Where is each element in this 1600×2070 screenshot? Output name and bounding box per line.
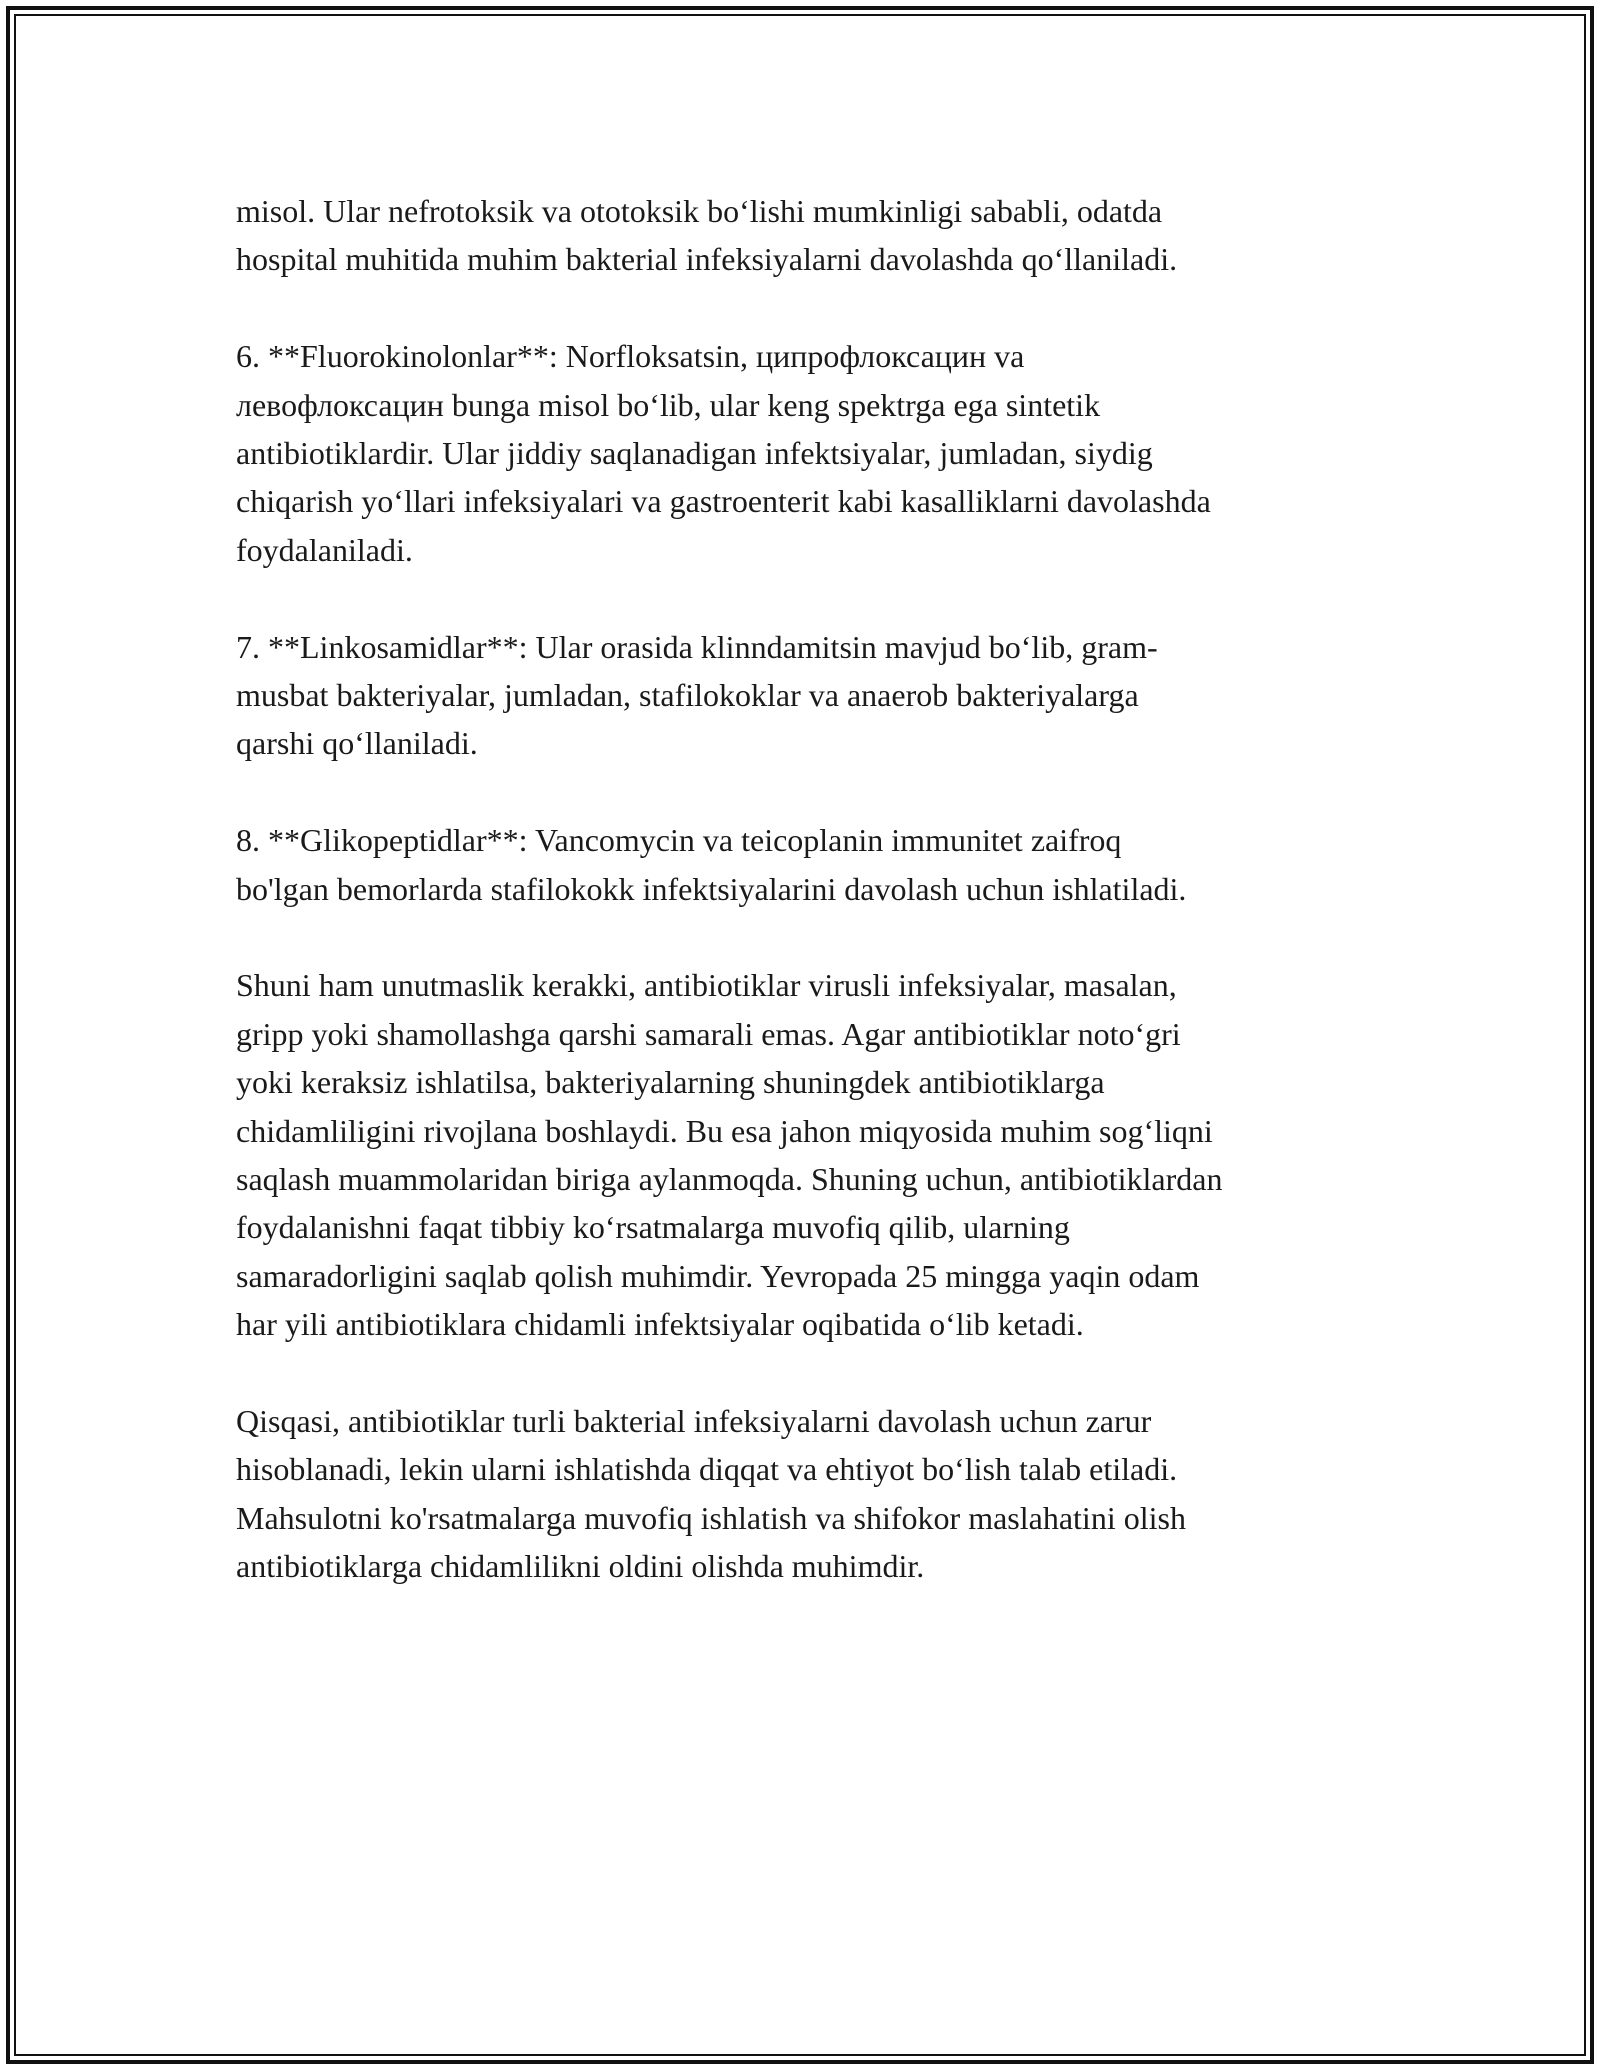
text-line: bo'lgan bemorlarda stafilokokk infektsiyalarini davolash uchun ishlatiladi. bbox=[236, 870, 1187, 907]
text-line: antibiotiklardir. Ular jiddiy saqlanadigan infektsiyalar, jumladan, siydig bbox=[236, 435, 1153, 472]
text-line: chiqarish yo‘llari infeksiyalari va gastroenterit kabi kasalliklarni davolashda bbox=[236, 483, 1211, 520]
paragraph-fluoroquinolones bbox=[236, 332, 1416, 574]
text-line: Qisqasi, antibiotiklar turli bakterial infeksiyalarni davolash uchun zarur bbox=[236, 1403, 1152, 1440]
text-line: hisoblanadi, lekin ularni ishlatishda diqqat va ehtiyot bo‘lish talab etiladi. bbox=[236, 1451, 1178, 1488]
text-line: gripp yoki shamollashga qarshi samarali emas. Agar antibiotiklar noto‘gri bbox=[236, 1015, 1181, 1052]
text-line: samaradorligini saqlab qolish muhimdir. Yevropada 25 mingga yaqin odam bbox=[236, 1257, 1200, 1294]
text-line: har yili antibiotiklara chidamli infektsiyalar oqibatida o‘lib ketadi. bbox=[236, 1306, 1084, 1343]
text-line: 6. **Fluorokinolonlar**: Norfloksatsin, ципрофлоксацин va bbox=[236, 338, 1025, 375]
paragraph-lincosamides bbox=[236, 623, 1416, 768]
paragraph-spacer bbox=[236, 284, 1416, 332]
text-line: qarshi qo‘llaniladi. bbox=[236, 725, 478, 762]
text-line: левофлоксацин bunga misol bo‘lib, ular keng spektrga ega sintetik bbox=[236, 386, 1101, 423]
text-line: antibiotiklarga chidamlilikni oldini olishda muhimdir. bbox=[236, 1548, 925, 1585]
text-line: saqlash muammolaridan biriga aylanmoqda. Shuning uchun, antibiotiklardan bbox=[236, 1161, 1223, 1198]
text-line: hospital muhitida muhim bakterial infeksiyalarni davolashda qo‘llaniladi. bbox=[236, 241, 1178, 278]
paragraph-aminoglycosides-continued bbox=[236, 187, 1416, 284]
paragraph-spacer bbox=[236, 768, 1416, 816]
text-line: musbat bakteriyalar, jumladan, stafilokoklar va anaerob bakteriyalarga bbox=[236, 677, 1139, 714]
document-body bbox=[236, 187, 1416, 1591]
text-line: 7. **Linkosamidlar**: Ular orasida klinndamitsin mavjud bo‘lib, gram- bbox=[236, 628, 1158, 665]
text-line: foydalanishni faqat tibbiy ko‘rsatmalarga muvofiq qilib, ularning bbox=[236, 1209, 1070, 1246]
paragraph-resistance-note bbox=[236, 961, 1416, 1348]
paragraph-summary bbox=[236, 1397, 1416, 1591]
text-line: foydalaniladi. bbox=[236, 531, 413, 568]
text-line: 8. **Glikopeptidlar**: Vancomycin va teicoplanin immunitet zaifroq bbox=[236, 822, 1122, 859]
paragraph-spacer bbox=[236, 574, 1416, 622]
text-line: yoki keraksiz ishlatilsa, bakteriyalarning shuningdek antibiotiklarga bbox=[236, 1064, 1105, 1101]
text-line: misol. Ular nefrotoksik va ototoksik bo‘lishi mumkinligi sababli, odatda bbox=[236, 193, 1163, 229]
paragraph-glycopeptides bbox=[236, 816, 1416, 913]
paragraph-spacer bbox=[236, 1349, 1416, 1397]
text-line: Mahsulotni ko'rsatmalarga muvofiq ishlatish va shifokor maslahatini olish bbox=[236, 1499, 1186, 1536]
paragraph-spacer bbox=[236, 913, 1416, 961]
text-line: chidamliligini rivojlana boshlaydi. Bu esa jahon miqyosida muhim sog‘liqni bbox=[236, 1112, 1213, 1149]
text-line: Shuni ham unutmaslik kerakki, antibiotiklar virusli infeksiyalar, masalan, bbox=[236, 967, 1177, 1004]
